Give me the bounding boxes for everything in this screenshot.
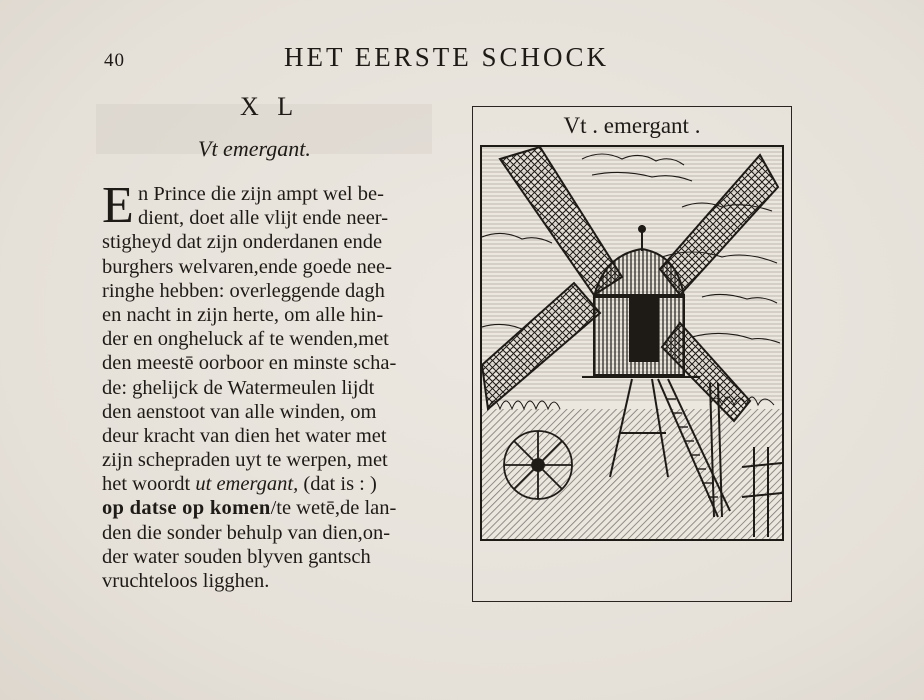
emblem-motto: Vt emergant.: [198, 136, 311, 161]
water-wheel: [504, 431, 572, 499]
plate-motto: Vt . emergant .: [563, 113, 701, 138]
text-line: den die sonder behulp van dien,on-: [102, 521, 391, 544]
running-head: HET EERSTE SCHOCK: [284, 42, 610, 72]
windmill-engraving-svg: [482, 147, 782, 539]
text-line: den meestē oorboor en minste scha-: [102, 352, 397, 375]
drop-capital: E: [102, 177, 134, 234]
emblem-number: X L: [240, 92, 300, 121]
text-line: vruchteloos ligghen.: [102, 570, 270, 592]
text-line: stigheyd dat zijn onderdanen ende: [102, 231, 383, 254]
text-line: deur kracht van dien het water met: [102, 424, 387, 447]
text-span: het woordt: [102, 473, 196, 496]
text-line-with-blackletter: [102, 496, 432, 520]
text-line: en nacht in zijn herte, om alle hin-: [102, 303, 384, 326]
ground: [482, 409, 782, 539]
text-line: dient, doet alle vlijt ende neer-: [138, 207, 389, 230]
text-line: den aenstoot van alle winden, om: [102, 400, 377, 423]
emblem-plate-frame: [472, 106, 792, 602]
text-span: /te wetē,de lan-: [270, 497, 397, 520]
text-line-with-italic: [102, 472, 432, 496]
blackletter-phrase: op datse op komen: [102, 497, 271, 520]
windmill-engraving: [480, 145, 784, 541]
text-line: burghers welvaren,ende goede nee-: [102, 255, 392, 278]
text-line-1-with-dropcap: [102, 177, 432, 234]
page-number: 40: [104, 50, 125, 71]
text-line: ringhe hebben: overleggende dagh: [102, 279, 385, 302]
text-line: zijn schepraden uyt te werpen, met: [102, 449, 388, 472]
text-line: der water souden blyven gantsch: [102, 545, 371, 568]
text-span: (dat is : ): [298, 473, 377, 496]
text-line: n Prince die zijn ampt wel be-: [138, 183, 384, 205]
italic-phrase: ut emergant,: [195, 473, 299, 496]
emblem-commentary: [102, 177, 432, 593]
text-line: de: ghelijck de Watermeulen lijdt: [102, 376, 375, 399]
text-line: der en ongheluck af te wenden,met: [102, 328, 389, 351]
